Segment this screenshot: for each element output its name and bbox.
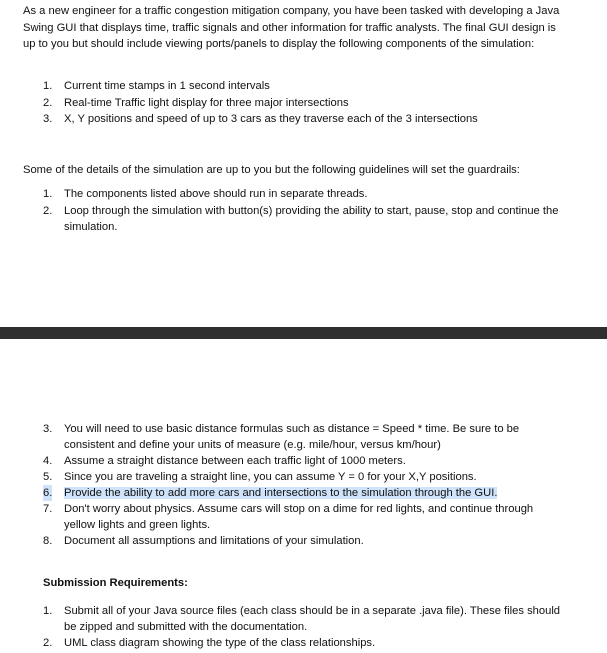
list-item: 1. The components listed above should run in separate threads. <box>43 188 368 200</box>
list-item: 5. Since you are traveling a straight line, you can assume Y = 0 for your X,Y positions. <box>43 471 477 483</box>
list-item: 2. UML class diagram showing the type of the class relationships. <box>43 637 376 649</box>
guidelines-list <box>43 186 563 236</box>
list-item: 7. Don't worry about physics. Assume cars will stop on a dime for red lights, and continue through yellow lights and green lights. <box>43 503 534 531</box>
list-item: 2. Loop through the simulation with button(s) providing the ability to start, pause, stop and continue the simulation. <box>43 204 559 233</box>
list-item: 3. X, Y positions and speed of up to 3 cars as they traverse each of the 3 intersections <box>43 113 478 125</box>
list-item: 1. Submit all of your Java source files (each class should be in a separate .java file). These files should be zipped and submitted with the documentation. <box>43 605 561 633</box>
list-item: 2. Real-time Traffic light display for three major intersections <box>43 96 349 109</box>
selection-highlight: Provide the ability to add more cars and intersections to the simulation through the GUI. <box>64 487 498 499</box>
list-item-highlighted: 6. Provide the ability to add more cars and intersections to the simulation through the GUI. <box>43 487 498 499</box>
submission-heading: Submission Requirements: <box>43 577 188 589</box>
list-item: 4. Assume a straight distance between each traffic light of 1000 meters. <box>43 455 406 467</box>
page-break-divider <box>0 327 607 339</box>
submission-list <box>43 603 563 651</box>
list-item: 1. Current time stamps in 1 second intervals <box>43 80 270 92</box>
intro-paragraph: As a new engineer for a traffic congestion mitigation company, you have been tasked with developing a Java Swing GUI that displays time, traffic signals and other information for traffic analysts. The final GUI design is up to you but should include viewing ports/panels to display the following components of the simulation: <box>23 5 560 50</box>
guidelines-intro: Some of the details of the simulation are up to you but the following guidelines will set the guardrails: <box>23 164 520 176</box>
guidelines-list-continued <box>43 421 563 549</box>
list-item: 8. Document all assumptions and limitations of your simulation. <box>43 535 364 547</box>
components-list <box>43 78 563 128</box>
list-item: 3. You will need to use basic distance formulas such as distance = Speed * time. Be sure to be consistent and define your units of measure (e.g. mile/hour, versus km/hour) <box>43 423 520 451</box>
